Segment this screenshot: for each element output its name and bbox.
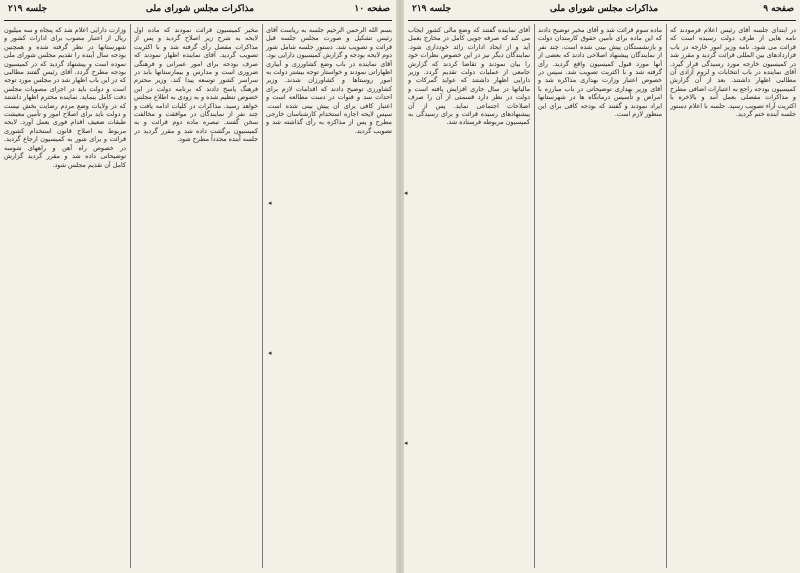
right-session-label: جلسه ۲۱۹ (412, 4, 452, 14)
right-page (404, 0, 800, 573)
right-page-title: مذاکرات مجلس شورای ملی (549, 4, 659, 14)
right-column-1: آقای نماینده گفتند که وضع مالی کشور ایجاب می کند که صرفه جویی کامل در مخارج بعمل آید و از ایجاد ادارات زائد خودداری شود. نمایندگان دیگر نیز در این خصوص نظرات خود را بیان نمودند و تقاضا کردند که گزارش جامعی از عملیات دولت تقدیم گردد. وزیر دارایی اظهار داشتند که عواید گمرکات و مالیاتها در سال جاری افزایش یافته است و دولت در نظر دارد قسمتی از آن را صرف اصلاحات اجتماعی نماید. پس از آن پیشنهادهای رسیده قرائت و برای رسیدگی به کمیسیون مربوطه فرستاده شد. (408, 26, 530, 127)
left-page (0, 0, 396, 573)
right-page-number: صفحه ۹ (763, 4, 794, 14)
left-session-label: جلسه ۲۱۹ (8, 4, 48, 14)
margin-arrow-icon: ◂ (404, 439, 408, 447)
right-column-3: در ابتدای جلسه آقای رئیس اعلام فرمودند که نامه هایی از طرف دولت رسیده است که قرائت می شود. نامه وزیر امور خارجه در باب قراردادهای بین المللی قرائت گردید و مقرر شد در کمیسیون خارجه مورد رسیدگی قرار گیرد. آقای نماینده در باب انتخابات و لزوم آزادی آن مطالبی اظهار داشتند. بعد از آن گزارش کمیسیون بودجه راجع به اعتبارات اضافی مطرح و مذاکرات مفصلی بعمل آمد و بالاخره با اکثریت آراء تصویب رسید. جلسه با اعلام دستور جلسه آینده ختم گردید. (670, 26, 796, 119)
left-page-number: صفحه ۱۰ (354, 4, 390, 14)
margin-arrow-icon: ◂ (268, 199, 272, 207)
left-column-divider-1 (130, 24, 131, 568)
right-column-divider-1 (534, 24, 535, 568)
right-column-2: ماده سوم قرائت شد و آقای مخبر توضیح دادند که این ماده برای تأمین حقوق کارمندان دولت و بازنشستگان پیش بینی شده است. چند نفر از نمایندگان پیشنهاد اصلاحی دادند که بعضی از آنها مورد قبول کمیسیون واقع گردید. رأی گرفته شد و با اکثریت تصویب شد. سپس در خصوص اعتبار وزارت بهداری مذاکره شد و آقای وزیر بهداری توضیحاتی در باب مبارزه با امراض و تأسیس درمانگاه ها در شهرستانها ایراد نمودند و گفتند که بودجه کافی برای این منظور لازم است. (538, 26, 662, 119)
left-column-2: مخبر کمیسیون قرائت نمودند که ماده اول لایحه به شرح زیر اصلاح گردید و پس از مذاکرات مفصل رأی گرفته شد و با اکثریت تصویب گردید. آقای نماینده اظهار نمودند که صرف بودجه برای امور عمرانی و فرهنگی ضروری است و مدارس و بیمارستانها باید در سراسر کشور توسعه پیدا کند. وزیر محترم فرهنگ پاسخ دادند که برنامه دولت در این خصوص تنظیم شده و به زودی به اطلاع مجلس خواهد رسید. مذاکرات در کلیات ادامه یافت و چند نفر از نمایندگان در موافقت و مخالفت سخن گفتند. تبصره ماده دوم قرائت و به کمیسیون برگشت داده شد و مقرر گردید در جلسه آینده مجدداً مطرح شود. (134, 26, 258, 144)
left-header-rule (4, 20, 392, 21)
left-column-divider-2 (262, 24, 263, 568)
margin-arrow-icon: ◂ (268, 349, 272, 357)
margin-arrow-icon: ◂ (404, 189, 408, 197)
left-page-title: مذاکرات مجلس شورای ملی (145, 4, 255, 14)
left-column-1: وزارت دارایی اعلام شد که پنجاه و سه ميليون ريال از اعتبار مصوب برای ادارات کشور و شهرستانها در نظر گرفته شده و همچنین بودجه سال آینده را تقدیم مجلس شورای ملی نموده است و پیشنهاد گردید که در کمیسیون بودجه مطرح گردد. آقای رئیس گفتند مطالبی که در این باب اظهار شد در مجلس مورد توجه است و دولت باید در اجرای مصوبات مجلس دقت کامل بنماید. نماینده محترم اظهار داشتند که در ولایات وضع مردم رضایت بخش نیست و دولت باید برای اصلاح امور و تأمین معیشت طبقات ضعیف اقدام فوری بعمل آورد. لایحه مربوط به اصلاح قانون استخدام کشوری قرائت و برای شور به کمیسیون ارجاع گردید. در خصوص راه آهن و راههای شوسه توضیحاتی داده شد و مقرر گردید گزارش کامل آن تقدیم مجلس شود. (4, 26, 126, 169)
right-column-divider-2 (666, 24, 667, 568)
left-column-3: بسم الله الرحمن الرحیم جلسه به ریاست آقای رئیس تشکیل و صورت مجلس جلسه قبل قرائت و تصویب شد. دستور جلسه شامل شور دوم لایحه بودجه و گزارش کمیسیون دارایی بود. آقای نماینده در باب وضع کشاورزی و آبیاری اظهاراتی نمودند و خواستار توجه بیشتر دولت به امور روستاها و کشاورزان شدند. وزیر کشاورزی توضیح دادند که اقدامات لازم برای احداث سد و قنوات در دست مطالعه است و اعتبار کافی برای آن پیش بینی شده است. سپس لایحه اجازه استخدام کارشناسان خارجی مطرح و پس از مذاکره به رأی گذاشته شد و تصویب گردید. (266, 26, 392, 135)
page-gutter (396, 0, 404, 573)
right-header-rule (408, 20, 796, 21)
